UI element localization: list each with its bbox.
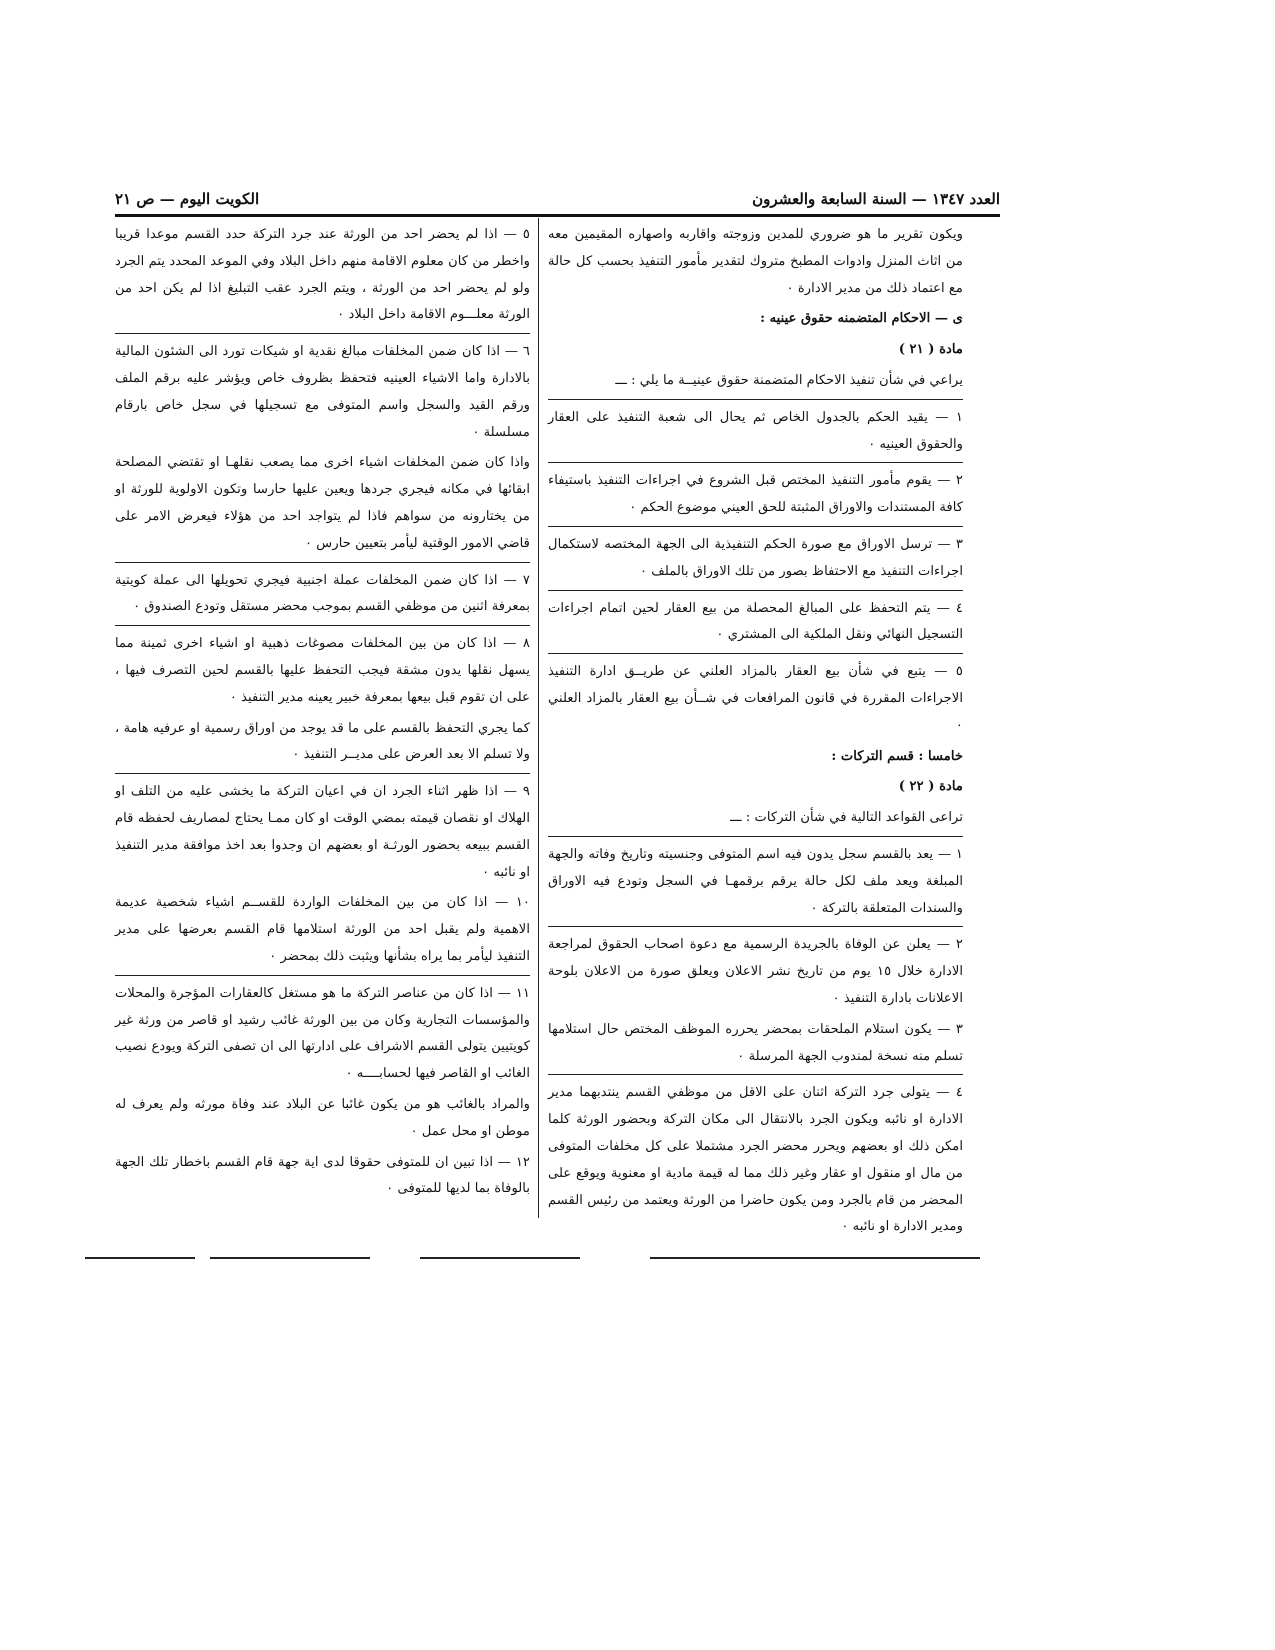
article-22-title: مادة ( ٢٢ )	[898, 779, 963, 795]
list-item: ١٠ — اذا كان من بين المخلفات الواردة للقســم اشياء شخصية عديمة الاهمية ولم يقبل احد من الورثة استلامها قام القسم بعرضها على مدير التنفيذ ليأمر بما يراه بشأنها ويثبت ذلك بمحضر ٠	[115, 895, 530, 964]
footer-rule-mid-left	[210, 1257, 370, 1259]
separator	[115, 975, 530, 976]
footer-rule-left	[85, 1257, 195, 1259]
separator	[115, 773, 530, 774]
list-item: ٥ — يتبع في شأن بيع العقار بالمزاد العلني عن طريــق ادارة التنفيذ الاجراءات المقررة في قانون المرافعات في شــأن بيع العقار بالمزاد العلني ٠	[548, 664, 963, 733]
separator	[548, 526, 963, 527]
list-item: ١ — يعد بالقسم سجل يدون فيه اسم المتوفى وجنسيته وتاريخ وفاته والجهة المبلغة ويعد ملف لكل حالة يرقم برقمهـا في السجل وتودع فيه الاوراق والسندات المتعلقة بالتركة ٠	[548, 846, 963, 916]
list-item: ٤ — يتم التحفظ على المبالغ المحصلة من بيع العقار لحين اتمام اجراءات التسجيل النهائي ونقل الملكية الى المشتري ٠	[548, 600, 963, 643]
list-item: ٩ — اذا ظهر اثناء الجرد ان في اعيان التركة ما يخشى عليه من التلف او الهلاك او نقصان قيمته بمضي الوقت او كان ممـا يحتاج لمصاريف لحفظه قام القسم ببيعه بحضور الورثـة او بعضهم ان وجدوا بعد اخذ موافقة مدير التنفيذ او نائبه ٠	[115, 784, 530, 880]
list-item: ١٢ — اذا تبين ان للمتوفى حقوقا لدى اية جهة قام القسم باخطار تلك الجهة بالوفاة بما لديها للمتوفى ٠	[115, 1154, 530, 1197]
right-column	[548, 222, 963, 1245]
article-21-title: مادة ( ٢١ )	[898, 342, 963, 358]
list-item: ٣ — يكون استلام الملحقات بمحضر يحرره الموظف المختص حال استلامها تسلم منه نسخة لمندوب الجهة المرسلة ٠	[548, 1021, 963, 1064]
list-item: ٨ — اذا كان من بين المخلفات مصوغات ذهبية او اشياء اخرى ثمينة مما يسهل نقلها يدون مشقة فيجب التحفظ عليها بالقسم لحين التصرف فيها ، على ان تقوم قبل بيعها بمعرفة خبير يعينه مدير التنفيذ ٠	[115, 636, 530, 705]
header-rule	[115, 214, 1000, 217]
separator	[115, 625, 530, 626]
list-item: ١١ — اذا كان من عناصر التركة ما هو مستغل كالعقارات المؤجرة والمحلات والمؤسسات التجارية وكان من بين الورثة غائب رشيد او قاصر من ورثة غير كويتيين يتولى القسم الاشراف على ادارتها الى ان تصفى التركة ويودع نصيب الغائب او القاصر فيها لحسابــــه ٠	[115, 985, 530, 1082]
footer-rule-right	[650, 1257, 980, 1259]
list-item: والمراد بالغائب هو من يكون غائبا عن البلاد عند وفاة مورثه ولم يعرف له موطن او محل عمل ٠	[115, 1096, 530, 1139]
list-item: ٦ — اذا كان ضمن المخلفات مبالغ نقدية او شيكات تورد الى الشئون المالية بالادارة واما الاشياء العينيه فتحفظ بظروف خاص ويؤشر عليه برقم الملف ورقم القيد والسجل واسم المتوفى مع تسجيلها في سجل خاص بارقام مسلسلة ٠	[115, 344, 530, 440]
separator	[548, 590, 963, 591]
separator	[548, 836, 963, 837]
list-item: ١ — يقيد الحكم بالجدول الخاص ثم يحال الى شعبة التنفيذ على العقار والحقوق العينيه ٠	[548, 409, 963, 452]
column-divider	[538, 218, 539, 1218]
section-heading-real-rights: ى — الاحكام المتضمنه حقوق عينيه :	[760, 311, 963, 327]
header-issue: العدد ١٣٤٧ — السنة السابعة والعشرون	[752, 190, 1000, 208]
header-title-page: الكويت اليوم — ص ٢١	[115, 190, 260, 208]
article-21-intro: يراعي في شأن تنفيذ الاحكام المتضمنة حقوق عينيــة ما يلي : ـــ	[615, 372, 963, 388]
separator	[115, 333, 530, 334]
list-item: كما يجري التحفظ بالقسم على ما قد يوجد من اوراق رسمية او عرفيه هامة ، ولا تسلم الا بعد العرض على مديــر التنفيذ ٠	[115, 720, 530, 763]
separator	[548, 462, 963, 463]
separator	[115, 562, 530, 563]
separator	[548, 399, 963, 400]
separator	[548, 653, 963, 654]
page-header	[115, 188, 1000, 210]
list-item: ٧ — اذا كان ضمن المخلفات عملة اجنبية فيجري تحويلها الى عملة كويتية بمعرفة اثنين من موظفي القسم بموجب محضر مستقل وتودع الصندوق ٠	[115, 572, 530, 615]
list-item: ٣ — ترسل الاوراق مع صورة الحكم التنفيذية الى الجهة المختصه لاستكمال اجراءات التنفيذ مع الاحتفاظ بصور من تلك الاوراق بالملف ٠	[548, 536, 963, 579]
footer-rule-mid	[420, 1257, 580, 1259]
article-22-intro: تراعى القواعد التالية في شأن التركات : ـــ	[730, 810, 963, 826]
list-item: واذا كان ضمن المخلفات اشياء اخرى مما يصعب نقلهـا او تقتضي المصلحة ابقائها في مكانه فيجري جردها ويعين عليها حارسا وتكون الاولوية للورثة او من يختارونه من سواهم فاذا لم يتواجد احد من هؤلاء فيعرض الامر على قاضي الامور الوقتية ليأمر بتعيين حارس ٠	[115, 455, 530, 551]
left-column	[115, 222, 530, 1207]
intro-paragraph: ويكون تقرير ما هو ضروري للمدين وزوجته واقاربه واصهاره المقيمين معه من اثاث المنزل وادوات المطبخ متروك لتقدير مأمور التنفيذ بحسب كل حالة مع اعتماد ذلك من مدير الادارة ٠	[548, 227, 963, 296]
list-item: ٤ — يتولى جرد التركة اثنان على الاقل من موظفي القسم ينتدبهما مدير الادارة او نائبه ويكون الجرد بالانتقال الى مكان التركة وبحضور الورثة كلما امكن ذلك او بعضهم ويحرر محضر الجرد مشتملا على كل مخلفات المتوفى من مال او منقول او عقار وغير ذلك مما له قيمة مادية او معنوية ويوقع على المحضر من قام بالجرد ومن يكون حاضرا من الورثة ويعتمد من رئيس القسم ومدير الادارة او نائبه ٠	[548, 1085, 963, 1235]
section-heading-estates: خامسا : قسم التركات :	[831, 748, 963, 764]
separator	[548, 926, 963, 927]
separator	[548, 1074, 963, 1075]
list-item: ٢ — يقوم مأمور التنفيذ المختص قبل الشروع في اجراءات التنفيذ باستيفاء كافة المستندات والاوراق المثبتة للحق العيني موضوع الحكم ٠	[548, 473, 963, 516]
list-item: ٢ — يعلن عن الوفاة بالجريدة الرسمية مع دعوة اصحاب الحقوق لمراجعة الادارة خلال ١٥ يوم من تاريخ نشر الاعلان ويعلق صورة من الاعلان بلوحة الاعلانات بادارة التنفيذ ٠	[548, 937, 963, 1006]
list-item: ٥ — اذا لم يحضر احد من الورثة عند جرد التركة حدد القسم موعدا قريبا واخطر من كان معلوم الاقامة منهم داخل البلاد وفي الموعد المحدد يتم الجرد ولو لم يحضر احد من الورثة ، ويتم الجرد عقب التبليغ اذا لم يكن احد من الورثة معلـــوم الاقامة داخل البلاد ٠	[115, 227, 530, 323]
